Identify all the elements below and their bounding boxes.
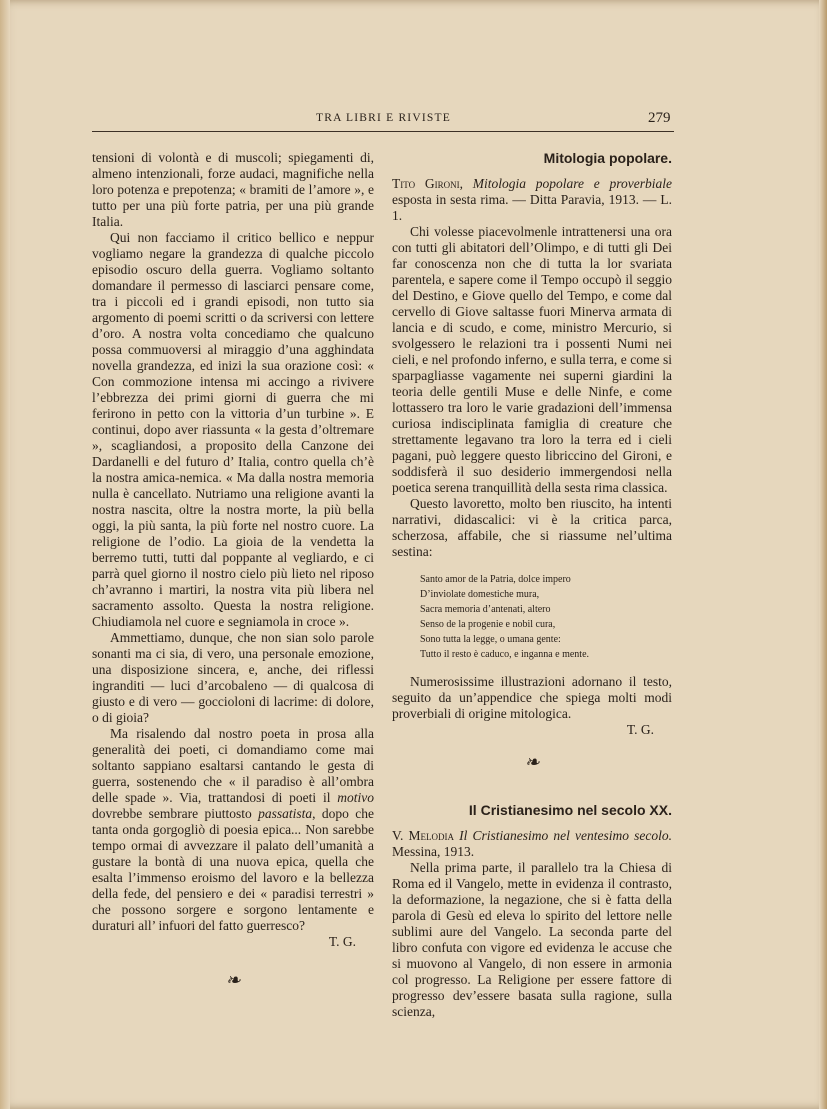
paragraph-text: dovrebbe sembrare piuttosto <box>92 806 252 821</box>
verse-line: Sono tutta la legge, o umana gente: <box>420 634 561 645</box>
paragraph: tensioni di volontà e di muscoli; spiegamenti di, almeno intenzionali, forze audaci, magnifiche nella loro potenza e prepotenza; « bramiti de l’amore », e tutto per una più forte patria, per una più grande Italia. <box>92 150 374 229</box>
verse-line: Sacra memoria d’antenati, altero <box>420 604 551 615</box>
paragraph-text: Ma risalendo dal nostro poeta in prosa alla generalità dei poeti, ci domandiamo come mai soltanto sappiano esaltarsi cantando le gesta di guerra, sostenendo che « il paradiso è all’ombra delle spade ». Via, trattandosi di poeti il <box>92 726 374 805</box>
paragraph: Ammettiamo, dunque, che non sian solo parole sonanti ma ci sia, di vero, una personale emozione, una disposizione sincera, e, anche, dei riflessi ingranditi — luci d’arcobaleno — di qualcosa di giusto e di vero — goccioloni di lacrime: di dolore, o di gioia? <box>92 630 374 725</box>
page-left-edge <box>0 0 10 1109</box>
verse-line: Tutto il resto è caduco, e inganna e mente. <box>420 649 590 660</box>
signature: T. G. <box>626 722 654 737</box>
page-right-edge <box>819 0 827 1109</box>
leaf-ornament-icon: ❧ <box>225 970 241 990</box>
italic-term: passatista <box>258 806 313 821</box>
paragraph <box>92 726 374 934</box>
running-header: TRA LIBRI E RIVISTE <box>316 112 451 124</box>
paragraph: Numerosissime illustrazioni adornano il testo, seguito da un’appendice che spiega molti modi proverbiali di origine mitologica. <box>392 674 672 721</box>
verse-line: D’inviolate domestiche mura, <box>420 589 540 600</box>
reference-title: Il Cristianesimo nel ventesimo secolo. <box>459 828 673 843</box>
signature: T. G. <box>328 934 356 949</box>
left-column <box>92 150 374 988</box>
verse-line: Senso de la progenie e nobil cura, <box>420 619 556 630</box>
reference-details: Messina, 1913. <box>392 844 475 859</box>
bibliographic-reference <box>392 828 672 860</box>
reference-author: Tito Gironi, <box>392 176 463 191</box>
section-title: Il Cristianesimo nel secolo XX. <box>468 802 672 818</box>
leaf-ornament-icon: ❧ <box>524 752 540 772</box>
reference-details: esposta in sesta rima. — Ditta Paravia, 1913. — L. 1. <box>392 192 672 223</box>
section-title: Mitologia popolare. <box>543 150 672 166</box>
right-column <box>392 150 672 1020</box>
page-number: 279 <box>648 110 671 126</box>
paragraph: Chi volesse piacevolmenle intrattenersi una ora con tutti gli abitatori dell’Olimpo, e di tutti gli Dei far conoscenza non che di tutta la lor svariata parentela, e sapere come il Tempo occupò il seggio del Destino, e Giove quello del Tempo, e come dal cervello di Giove saltasse fuori Minerva armata di lancia e di scudo, e come, ministro Mercurio, si svolgessero le relazioni tra i possenti Numi nei cieli, e nel profondo inferno, e sulla terra, e come si sparpagliasse vagamente nei superni giardini la teoria delle gentili Muse e delle Ninfe, e come lottassero tra loro le varie gradazioni dell’immensa curiosa indisciplinata famiglia di creature che strettamente legavano tra loro la terra ed i cieli pagani, può leggere questo libriccino del Gironi, e soddisferà il suo desiderio immergendosi nella poetica serena tranquillità della sesta rima classica. <box>392 224 672 495</box>
verse-quote <box>420 572 672 662</box>
bibliographic-reference <box>392 176 672 224</box>
reference-title: Mitologia popolare e proverbiale <box>472 176 672 191</box>
paragraph: Nella prima parte, il parallelo tra la Chiesa di Roma ed il Vangelo, mette in evidenza il contrasto, la deformazione, la negazione, che si è fatta della parola di Gesù ed eleva lo spirito del lettore nelle sublimi aure del Vangelo. La seconda parte del libro confuta con vigore ed evidenza le accuse che si muovono al Vangelo, di non essere in armonia col progresso. La Religione per essere fattore di progresso dev’essere basata sulla ragione, sulla scienza, <box>392 860 672 1019</box>
header-rule <box>92 131 674 132</box>
italic-term: motivo <box>337 790 374 805</box>
paragraph: Qui non facciamo il critico bellico e neppur vogliamo negare la grandezza di qualche piccolo episodio oscuro della guerra. Vogliamo soltanto domandare il permesso di lasciarci pensare come, tra i piccoli ed i grandi episodi, non tutto sia argomento di poemi scritti o da scriversi con lettere d’oro. A nostra volta concediamo che qualcuno possa commuoversi al miraggio d’una agghindata novella grandezza, ed inizi la sua orazione così: « Con commozione intensa mi accingo a rivivere l’ebbrezza dei primi giorni di guerra che mi ferirono in petto con la vittoria d’un turbine ». E continui, dopo aver riassunta « la gesta d’oltremare », scagliandosi, a proposito della Canzone dei Dardanelli e del futuro d’ Italia, contro quella ch’è la nostra amica-nemica. « Ma dalla nostra memoria nulla è cancellato. Nutriamo una religione avanti la nostra nascita, oltre la nostra morte, la più bella oggi, la più santa, la più forte nel nostro cuore. La religione de l’odio. La gioia de la vendetta la berremo tutti, tutti dal poppante al vegliardo, e ci parrà quel giorno il nostro cielo più lieto nel riposo ch’avranno i martiri, la nostra vita più libera nel sacramento assolto. Questa la nostra religione. Chiudiamola nel cuore e segniamola in croce ». <box>92 230 374 629</box>
paragraph-text: , dopo che tanta onda gorgogliò di poesia epica... Non sarebbe tempo ormai di avvezzare il palato dell’umanità a gustare la bontà di una nuova epica, quella che esalta l’immenso eroismo del lavoro e la bellezza della fede, del pensiero e dei « paradisi terrestri » che possono sorgere e sorgono lentamente e duraturi all’ infuori del fatto guerresco? <box>92 806 375 933</box>
verse-line: Santo amor de la Patria, dolce impero <box>420 574 571 585</box>
reference-author: V. Melodia <box>392 828 455 843</box>
paragraph: Questo lavoretto, molto ben riuscito, ha intenti narrativi, didascalici: vi è la critica parca, scherzosa, affabile, che si riassume nel’ultima sestina: <box>392 496 672 559</box>
